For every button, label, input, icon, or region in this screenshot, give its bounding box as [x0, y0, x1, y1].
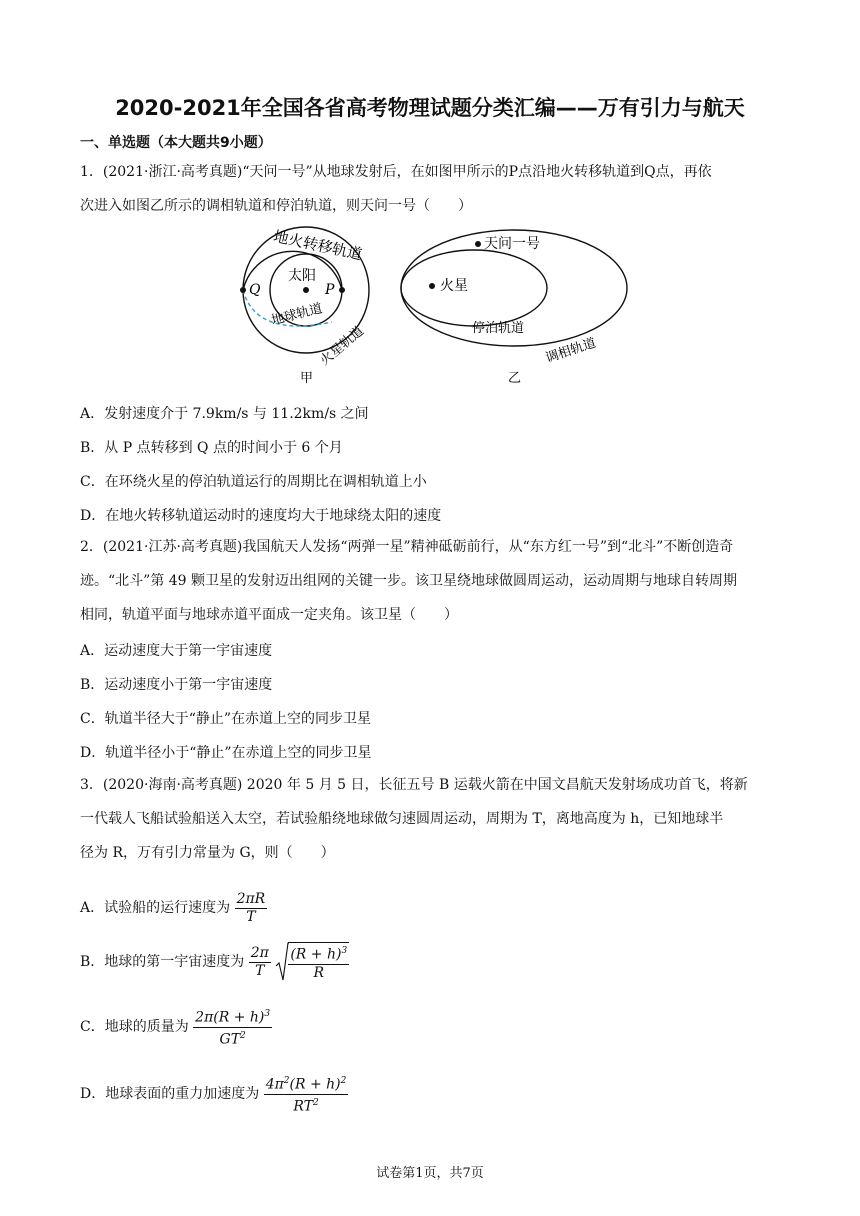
option-d-text: D．地球表面的重力加速度为: [80, 1086, 260, 1102]
option-c-denominator-exponent: 2: [240, 1030, 246, 1041]
question-3-option-a: [80, 888, 267, 928]
option-c-numerator-exponent: 3: [264, 1008, 271, 1019]
option-d-numerator-pi-exponent: 2: [283, 1075, 290, 1086]
option-d-denominator-exponent: 2: [312, 1097, 319, 1108]
option-b-text: B．地球的第一宇宙速度为: [80, 954, 245, 970]
figure-yi-orbit-diagram: [398, 226, 630, 394]
option-d-numerator-exponent: 2: [340, 1075, 347, 1086]
probe-dot: [475, 241, 481, 247]
page-footer: 试卷第1页，共7页: [376, 1166, 484, 1181]
option-b-numerator: 2π: [250, 944, 269, 961]
parking-orbit-label: 停泊轨道: [472, 321, 525, 336]
q-label: Q: [249, 282, 261, 298]
mars-orbit-label: 火星轨道: [317, 323, 367, 369]
option-a-numerator: 2πR: [236, 890, 266, 907]
question-1-stem: [80, 155, 780, 223]
question-2-line-3: 相同，轨道平面与地球赤道平面成一定夹角。该卫星（ ）: [80, 607, 458, 623]
sun-label: 太阳: [288, 268, 316, 284]
question-3-option-d: [80, 1072, 348, 1116]
question-3-stem: [80, 768, 780, 870]
question-3-line-2: 一代载人飞船试验船送入太空，若试验船绕地球做匀速圆周运动，周期为 T，离地高度为 h，已知地球半: [80, 811, 724, 827]
probe-label: 天问一号: [484, 236, 540, 252]
option-d-numerator-term: (R + h): [289, 1076, 341, 1093]
option-c-denominator: GT: [219, 1031, 241, 1048]
option-b-radicand-numerator: (R + h): [290, 946, 342, 963]
option-c-fraction: [193, 1006, 272, 1048]
parking-orbit-ellipse: [401, 250, 547, 326]
question-2-option-d: D．轨道半径小于“静止”在赤道上空的同步卫星: [80, 745, 372, 761]
question-2-line-2: 迹。“北斗”第 49 颗卫星的发射迈出组网的关键一步。该卫星绕地球做圆周运动，运动周期与地球自转周期: [80, 573, 738, 589]
figure-jia-orbit-diagram: [236, 226, 386, 394]
p-point-dot: [339, 287, 345, 293]
question-3-line-1: 3．(2020·海南·高考真题) 2020 年 5 月 5 日，长征五号 B 运载火箭在中国文昌航天发射场成功首飞，将新: [80, 777, 748, 793]
question-2-stem: [80, 530, 780, 632]
question-1-line-2: 次进入如图乙所示的调相轨道和停泊轨道，则天问一号（ ）: [80, 198, 472, 214]
option-d-fraction: [264, 1073, 349, 1115]
option-b-radicand: [288, 942, 349, 982]
p-label: P: [325, 282, 335, 298]
q-point-dot: [240, 287, 246, 293]
transfer-orbit-label: 地火转移轨道: [271, 227, 364, 264]
question-3-option-c: [80, 1005, 272, 1049]
figure-yi-caption: 乙: [508, 371, 522, 386]
question-3-line-3: 径为 R，万有引力常量为 G，则（ ）: [80, 845, 335, 861]
option-d-denominator: RT: [293, 1098, 313, 1115]
mars-label: 火星: [440, 278, 468, 294]
question-1-option-c: C．在环绕火星的停泊轨道运行的周期比在调相轨道上小: [80, 474, 427, 490]
option-c-numerator: 2π(R + h): [195, 1009, 265, 1026]
option-a-fraction: [235, 891, 268, 926]
option-d-numerator-coef: 4π: [265, 1076, 284, 1093]
option-a-text: A．试验船的运行速度为: [80, 900, 231, 916]
question-2-option-b: B．运动速度小于第一宇宙速度: [80, 677, 273, 693]
question-1-option-d: D．在地火转移轨道运动时的速度均大于地球绕太阳的速度: [80, 508, 442, 524]
option-b-radicand-denominator: R: [313, 964, 325, 981]
option-b-denominator: T: [255, 962, 265, 979]
page-title: 2020-2021年全国各省高考物理试题分类汇编——万有引力与航天: [115, 96, 745, 120]
sun-dot: [303, 287, 309, 293]
option-c-text: C．地球的质量为: [80, 1019, 189, 1035]
figure-jia-caption: 甲: [300, 371, 314, 386]
question-2-option-c: C．轨道半径大于“静止”在赤道上空的同步卫星: [80, 711, 372, 727]
question-1-option-a: A．发射速度介于 7.9km/s 与 11.2km/s 之间: [80, 406, 369, 422]
question-2-option-a: A．运动速度大于第一宇宙速度: [80, 643, 273, 659]
question-3-option-b: [80, 940, 349, 984]
question-1-option-b: B．从 P 点转移到 Q 点的时间小于 6 个月: [80, 440, 343, 456]
earth-orbit-label: 地球轨道: [269, 301, 325, 329]
option-b-radicand-exponent: 3: [341, 946, 348, 957]
phasing-orbit-label: 调相轨道: [543, 335, 599, 367]
mars-dot: [429, 283, 435, 289]
question-2-line-1: 2．(2021·江苏·高考真题)我国航天人发扬“两弹一星”精神砥砺前行，从“东方红一号”到“北斗”不断创造奇: [80, 539, 734, 555]
question-1-line-1: 1．(2021·浙江·高考真题)“天问一号”从地球发射后，在如图甲所示的P点沿地火转移轨道到Q点，再依: [80, 164, 712, 180]
section-heading: 一、单选题（本大题共9小题）: [80, 135, 272, 151]
sqrt-sign-icon: [275, 942, 289, 982]
option-a-denominator: T: [246, 908, 256, 925]
option-b-fraction: [249, 945, 271, 980]
